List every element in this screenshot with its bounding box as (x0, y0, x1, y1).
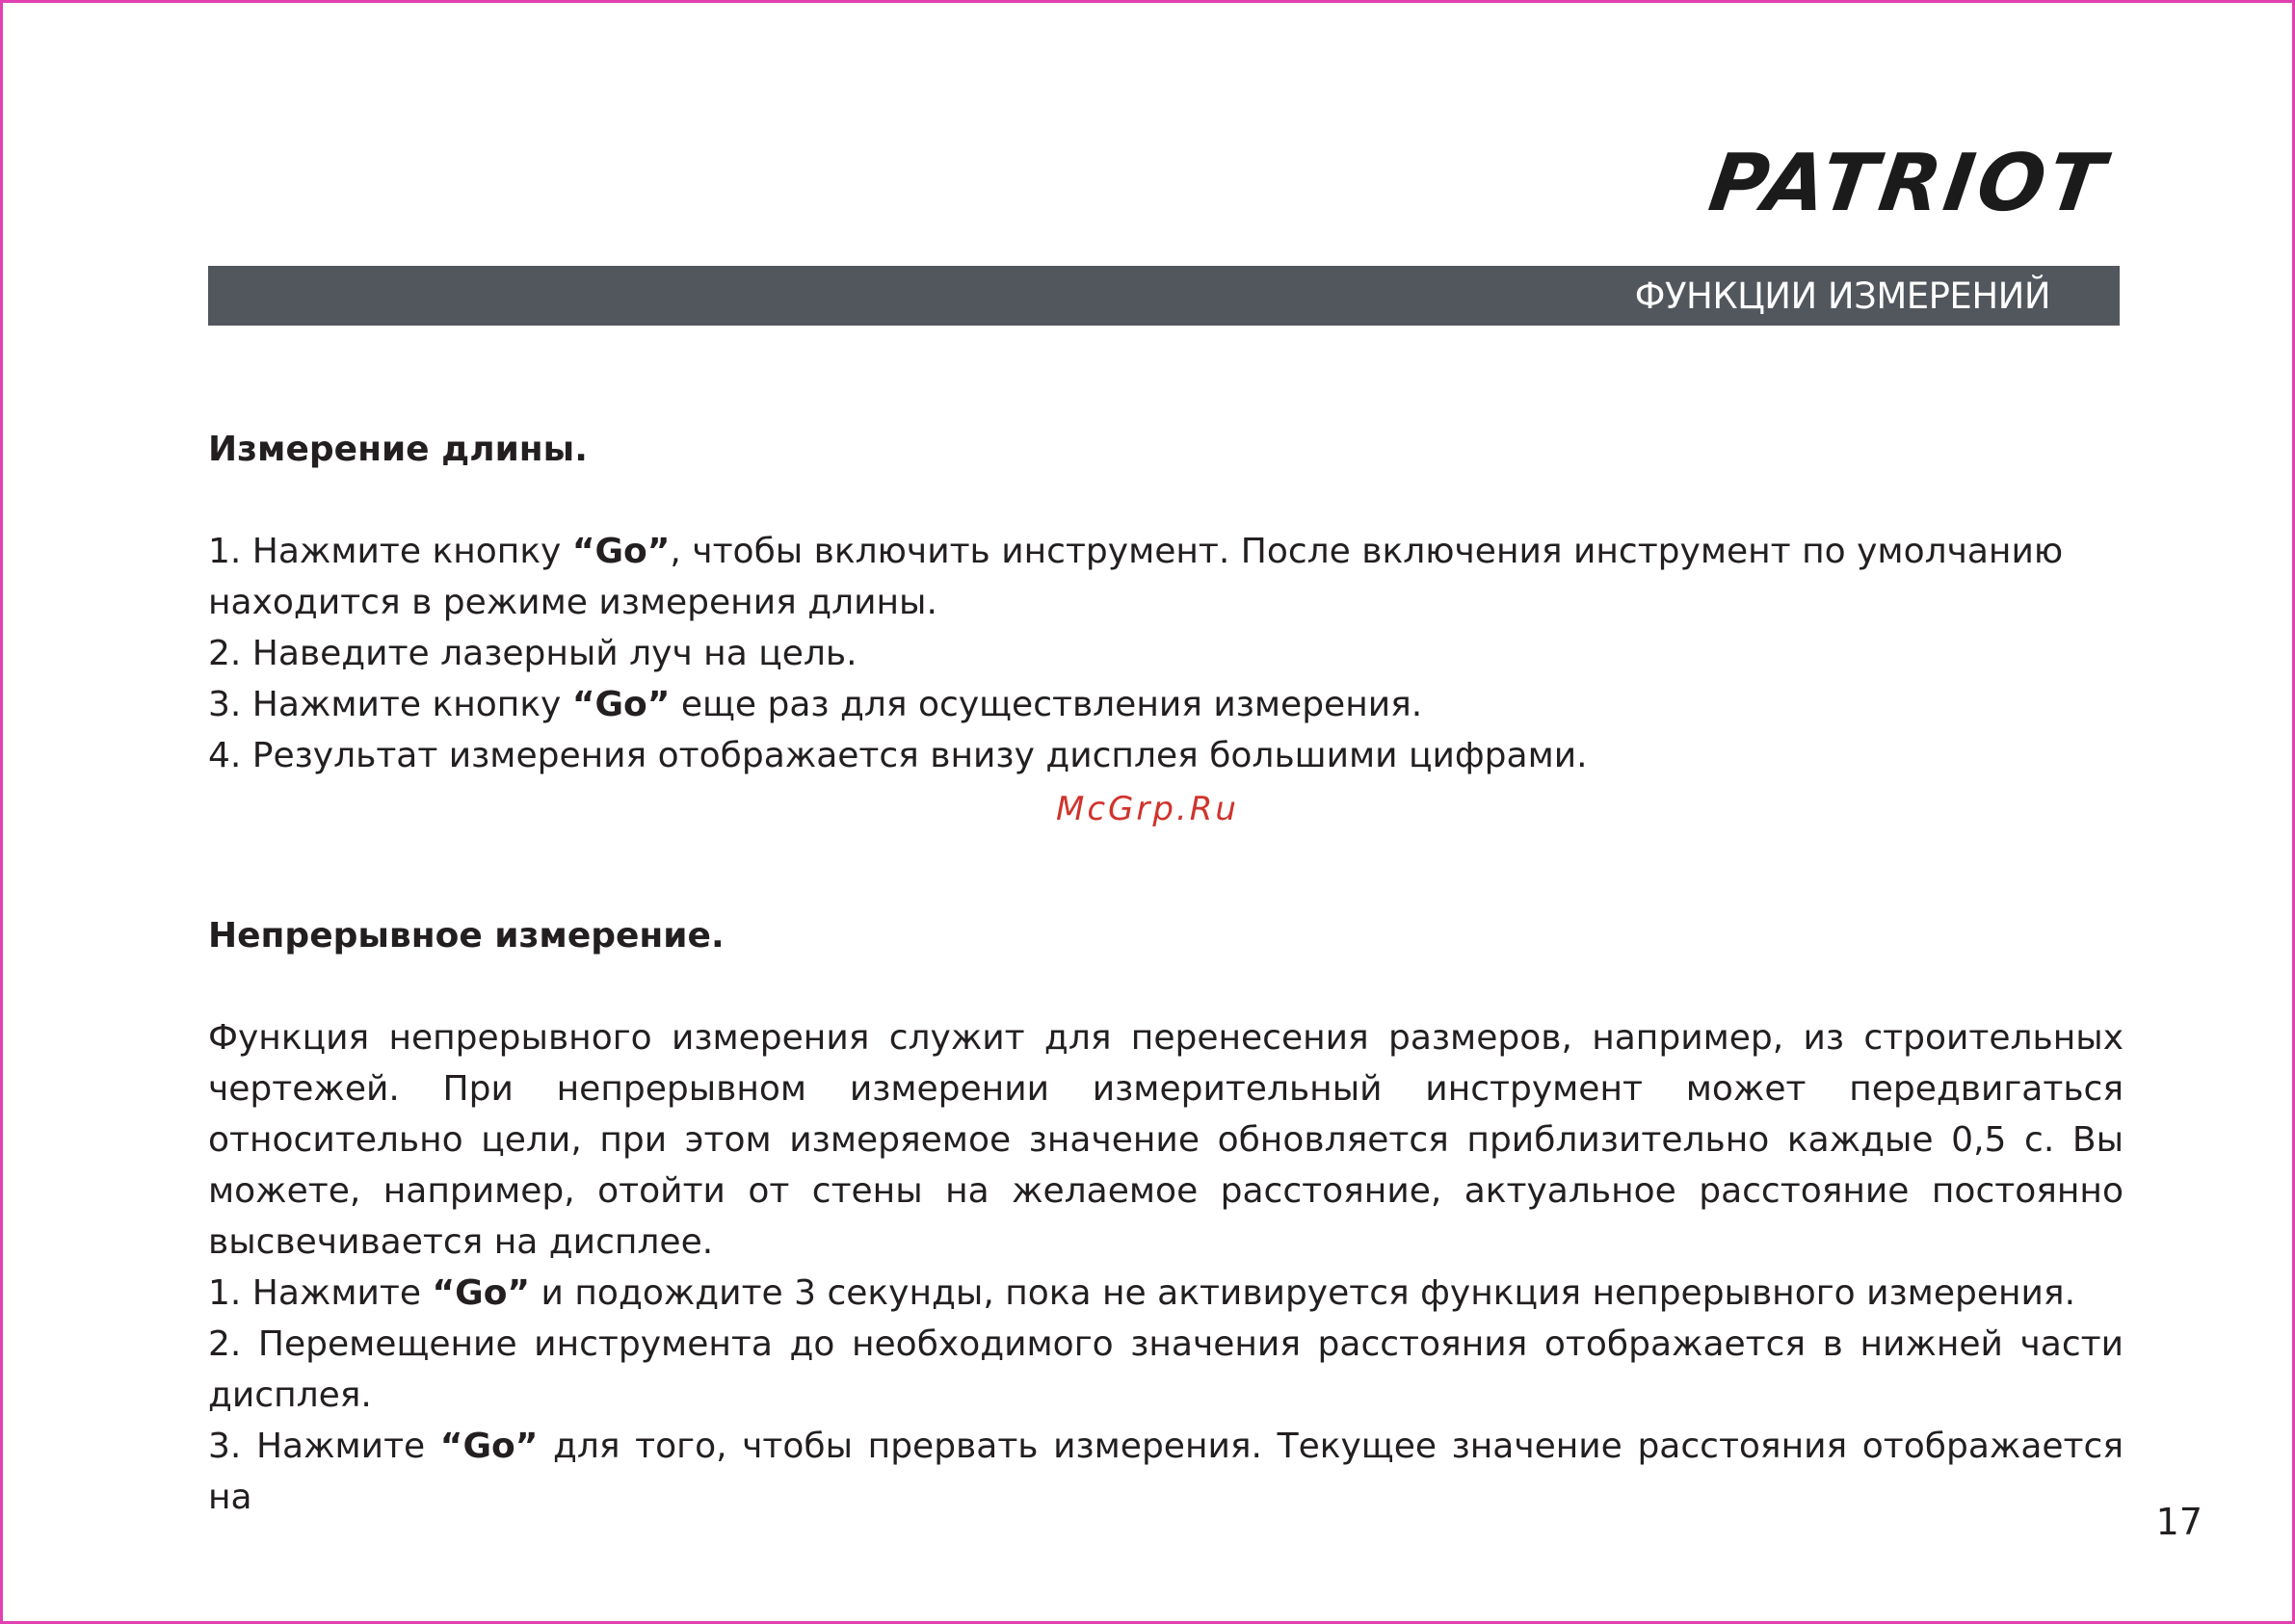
continuous-step-1: 1. Нажмите “Go” и подождите 3 секунды, пока не активируется функция непрерывного измерения. (208, 1273, 2076, 1313)
page-number: 17 (2155, 1501, 2203, 1543)
section-header-title: ФУНКЦИИ ИЗМЕРЕНИЙ (1634, 275, 2050, 317)
section-header-bar (208, 266, 2120, 326)
length-step-2: 2. Наведите лазерный луч на цель. (208, 634, 857, 673)
continuous-step-3: 3. Нажмите “Go” для того, чтобы прервать измерения. Текущее значение расстояния отображается на (208, 1427, 2124, 1517)
length-step-1: 1. Нажмите кнопку “Go”, чтобы включить инструмент. После включения инструмент по умолчанию находится в режиме измерения длины. (208, 532, 2064, 622)
continuous-intro: Функция непрерывного измерения служит для перенесения размеров, например, из строительных чертежей. При непрерывном измерении измерительный инструмент может передвигаться относительно цели, при этом измеряемое значение обновляется приблизительно каждые 0,5 с. Вы можете, например, отойти от стены на желаемое расстояние, актуальное расстояние постоянно высвечивается на дисплее. (208, 1018, 2124, 1262)
go-key-label: “Go” (571, 532, 671, 571)
length-step-4: 4. Результат измерения отображается внизу дисплея большими цифрами. (208, 736, 1588, 775)
go-key-label: “Go” (571, 685, 671, 724)
watermark-text: McGrp.Ru (1056, 790, 1239, 828)
section-title-continuous: Непрерывное измерение. (208, 916, 725, 956)
continuous-step-2: 2. Перемещение инструмента до необходимого значения расстояния отображается в нижней части дисплея. (208, 1324, 2124, 1415)
patriot-logo: PATRIOT (1702, 138, 2113, 229)
go-key-label: “Go” (432, 1273, 531, 1313)
length-step-3: 3. Нажмите кнопку “Go” еще раз для осуществления измерения. (208, 685, 1423, 724)
go-key-label: “Go” (439, 1427, 539, 1466)
section-title-length: Измерение длины. (208, 430, 588, 469)
page-content (208, 424, 2124, 1523)
